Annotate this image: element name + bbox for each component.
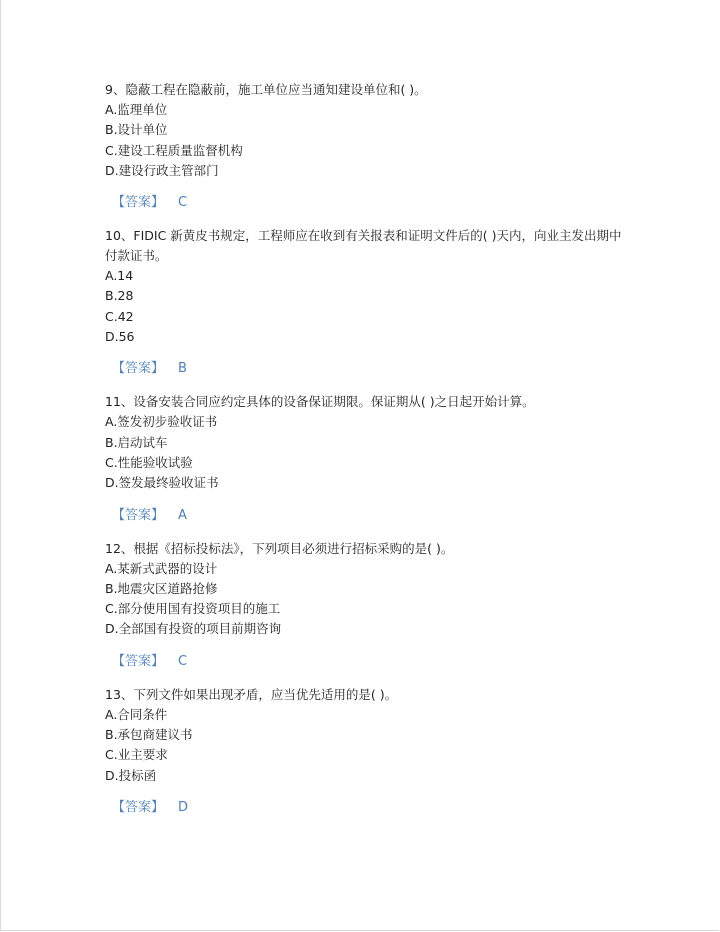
option-d: D.全部国有投资的项目前期咨询 — [105, 621, 282, 637]
question-13 — [105, 685, 625, 818]
option-b: B.启动试车 — [105, 434, 168, 450]
answer-label: 【答案】 — [112, 195, 165, 211]
answer-label: 【答案】 — [112, 799, 165, 815]
option-a: A.合同条件 — [105, 706, 168, 722]
option-d: D.56 — [105, 329, 135, 345]
option-c: C.部分使用国有投资项目的施工 — [105, 601, 281, 617]
option-a: A.监理单位 — [105, 102, 168, 117]
option-b: B.设计单位 — [105, 122, 168, 138]
question-text: 11、设备安装合同应约定具体的设备保证期限。保证期从( )之日起开始计算。 — [105, 394, 535, 410]
question-9 — [105, 80, 625, 213]
question-text: 12、根据《招标投标法》，下列项目必须进行招标采购的是( )。 — [105, 540, 454, 556]
question-text: 10、FIDIC 新黄皮书规定，工程师应在收到有关报表和证明文件后的( )天内，向业主发出期中付款证书。 — [105, 228, 622, 264]
answer-value: C — [178, 195, 188, 211]
answer-line — [105, 652, 625, 672]
answer-label: 【答案】 — [112, 653, 165, 669]
option-d: D.签发最终验收证书 — [105, 475, 219, 491]
answer-value: A — [178, 507, 187, 523]
option-c: C.建设工程质量监督机构 — [105, 142, 243, 158]
question-12 — [105, 539, 625, 672]
question-text: 9、隐蔽工程在隐蔽前，施工单位应当通知建设单位和( )。 — [105, 82, 427, 97]
question-11 — [105, 392, 625, 525]
question-text: 13、下列文件如果出现矛盾，应当优先适用的是( )。 — [105, 686, 398, 702]
option-b: B.承包商建议书 — [105, 727, 193, 743]
answer-line — [105, 359, 625, 379]
option-d: D.建设行政主管部门 — [105, 162, 219, 178]
answer-line — [105, 506, 625, 526]
option-b: B.地震灾区道路抢修 — [105, 580, 218, 596]
option-c: C.业主要求 — [105, 747, 168, 763]
option-a: A.14 — [105, 268, 134, 284]
answer-value: C — [178, 653, 188, 669]
answer-label: 【答案】 — [112, 507, 165, 523]
question-10 — [105, 226, 625, 379]
option-a: A.签发初步验收证书 — [105, 414, 218, 430]
answer-line — [105, 193, 625, 213]
answer-value: B — [178, 361, 187, 377]
answer-value: D — [178, 799, 189, 815]
option-d: D.投标函 — [105, 767, 157, 783]
option-c: C.性能验收试验 — [105, 454, 193, 470]
answer-label: 【答案】 — [112, 361, 165, 377]
option-c: C.42 — [105, 308, 134, 324]
answer-line — [105, 798, 625, 818]
option-a: A.某新式武器的设计 — [105, 560, 218, 576]
question-list — [105, 80, 625, 831]
option-b: B.28 — [105, 288, 134, 304]
